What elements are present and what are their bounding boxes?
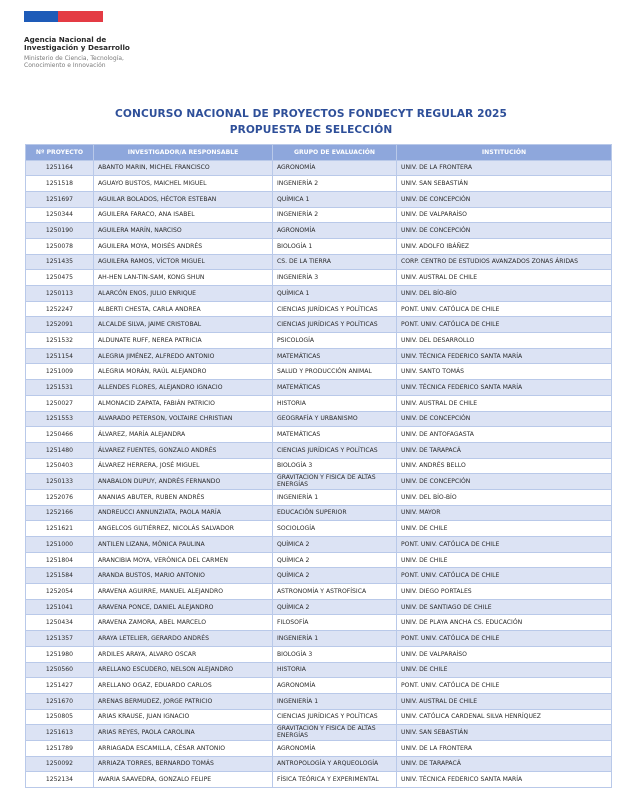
project-number-cell: 1250027 xyxy=(26,395,94,411)
researcher-cell: AVARIA SAAVEDRA, GONZALO FELIPE xyxy=(94,772,273,788)
evaluation-group-cell: INGENIERÍA 1 xyxy=(273,489,397,505)
project-number-cell: 1250344 xyxy=(26,207,94,223)
project-number-cell: 1250403 xyxy=(26,458,94,474)
table-row xyxy=(26,317,612,333)
table-row xyxy=(26,254,612,270)
evaluation-group-cell: EDUCACIÓN SUPERIOR xyxy=(273,505,397,521)
researcher-cell: ARANDA BUSTOS, MARIO ANTONIO xyxy=(94,568,273,584)
evaluation-group-cell: CS. DE LA TIERRA xyxy=(273,254,397,270)
researcher-cell: ÁLVAREZ, MARÍA ALEJANDRA xyxy=(94,427,273,443)
institution-cell: UNIV. DE ANTOFAGASTA xyxy=(397,427,612,443)
institution-cell: UNIV. DE SANTIAGO DE CHILE xyxy=(397,599,612,615)
table-row xyxy=(26,223,612,239)
evaluation-group-cell: INGENIERÍA 2 xyxy=(273,176,397,192)
institution-cell: UNIV. SANTO TOMÁS xyxy=(397,364,612,380)
evaluation-group-cell: AGRONOMÍA xyxy=(273,740,397,756)
researcher-cell: AGUAYO BUSTOS, MAICHEL MIGUEL xyxy=(94,176,273,192)
researcher-cell: ALLENDES FLORES, ALEJANDRO IGNACIO xyxy=(94,380,273,396)
project-number-cell: 1250078 xyxy=(26,238,94,254)
agency-logo xyxy=(24,11,130,70)
institution-cell: UNIV. MAYOR xyxy=(397,505,612,521)
researcher-cell: ARENAS BERMUDEZ, JORGE PATRICIO xyxy=(94,693,273,709)
researcher-cell: AGUILAR BOLADOS, HÉCTOR ESTEBAN xyxy=(94,191,273,207)
institution-cell: UNIV. DE CONCEPCIÓN xyxy=(397,411,612,427)
table-row xyxy=(26,772,612,788)
researcher-cell: ALMONACID ZAPATA, FABIÁN PATRICIO xyxy=(94,395,273,411)
institution-cell: UNIV. DE VALPARAÍSO xyxy=(397,646,612,662)
researcher-cell: ARIAS KRAUSE, JUAN IGNACIO xyxy=(94,709,273,725)
institution-cell: UNIV. AUSTRAL DE CHILE xyxy=(397,395,612,411)
researcher-cell: ARAVENA ZAMORA, ABEL MARCELO xyxy=(94,615,273,631)
project-number-cell: 1252054 xyxy=(26,584,94,600)
project-number-cell: 1251697 xyxy=(26,191,94,207)
institution-cell: UNIV. ADOLFO IBÁÑEZ xyxy=(397,238,612,254)
evaluation-group-cell: AGRONOMÍA xyxy=(273,223,397,239)
institution-cell: UNIV. DE VALPARAÍSO xyxy=(397,207,612,223)
table-row xyxy=(26,599,612,615)
table-row xyxy=(26,160,612,176)
institution-cell: UNIV. DE CHILE xyxy=(397,552,612,568)
project-number-cell: 1251480 xyxy=(26,442,94,458)
table-row xyxy=(26,505,612,521)
project-number-cell: 1251789 xyxy=(26,740,94,756)
institution-cell: PONT. UNIV. CATÓLICA DE CHILE xyxy=(397,537,612,553)
institution-cell: UNIV. DE CHILE xyxy=(397,521,612,537)
project-number-cell: 1251435 xyxy=(26,254,94,270)
table-row xyxy=(26,631,612,647)
flag-red-segment xyxy=(58,11,103,22)
project-number-cell: 1251584 xyxy=(26,568,94,584)
researcher-cell: ALCALDE SILVA, JAIME CRISTOBAL xyxy=(94,317,273,333)
project-number-cell: 1251357 xyxy=(26,631,94,647)
institution-cell: PONT. UNIV. CATÓLICA DE CHILE xyxy=(397,568,612,584)
flag-blue-segment xyxy=(24,11,58,22)
column-header-institution: INSTITUCIÓN xyxy=(397,145,612,161)
evaluation-group-cell: GRAVITACION Y FISICA DE ALTAS ENERGÍAS xyxy=(273,474,397,490)
project-number-cell: 1250133 xyxy=(26,474,94,490)
project-number-cell: 1250092 xyxy=(26,756,94,772)
table-row xyxy=(26,191,612,207)
evaluation-group-cell: QUÍMICA 2 xyxy=(273,552,397,568)
evaluation-group-cell: ANTROPOLOGÍA Y ARQUEOLOGÍA xyxy=(273,756,397,772)
evaluation-group-cell: CIENCIAS JURÍDICAS Y POLÍTICAS xyxy=(273,442,397,458)
project-number-cell: 1250466 xyxy=(26,427,94,443)
evaluation-group-cell: QUÍMICA 1 xyxy=(273,191,397,207)
institution-cell: UNIV. DE CONCEPCIÓN xyxy=(397,474,612,490)
evaluation-group-cell: SALUD Y PRODUCCIÓN ANIMAL xyxy=(273,364,397,380)
evaluation-group-cell: CIENCIAS JURÍDICAS Y POLÍTICAS xyxy=(273,317,397,333)
institution-cell: UNIV. TÉCNICA FEDERICO SANTA MARÍA xyxy=(397,380,612,396)
column-header-project-number: Nº PROYECTO xyxy=(26,145,94,161)
institution-cell: UNIV. DE CONCEPCIÓN xyxy=(397,191,612,207)
project-number-cell: 1251621 xyxy=(26,521,94,537)
researcher-cell: ARAVENA AGUIRRE, MANUEL ALEJANDRO xyxy=(94,584,273,600)
institution-cell: PONT. UNIV. CATÓLICA DE CHILE xyxy=(397,301,612,317)
table-row xyxy=(26,238,612,254)
table-row xyxy=(26,709,612,725)
selection-table xyxy=(25,144,612,788)
project-number-cell: 1252134 xyxy=(26,772,94,788)
table-row xyxy=(26,380,612,396)
evaluation-group-cell: INGENIERÍA 1 xyxy=(273,631,397,647)
evaluation-group-cell: QUÍMICA 2 xyxy=(273,568,397,584)
project-number-cell: 1251670 xyxy=(26,693,94,709)
institution-cell: UNIV. TÉCNICA FEDERICO SANTA MARÍA xyxy=(397,772,612,788)
evaluation-group-cell: SOCIOLOGÍA xyxy=(273,521,397,537)
table-row xyxy=(26,348,612,364)
table-row xyxy=(26,568,612,584)
column-header-researcher: INVESTIGADOR/A RESPONSABLE xyxy=(94,145,273,161)
table-row xyxy=(26,740,612,756)
evaluation-group-cell: HISTORIA xyxy=(273,662,397,678)
project-number-cell: 1250560 xyxy=(26,662,94,678)
evaluation-group-cell: MATEMÁTICAS xyxy=(273,380,397,396)
institution-cell: UNIV. DE TARAPACÁ xyxy=(397,442,612,458)
evaluation-group-cell: AGRONOMÍA xyxy=(273,160,397,176)
project-number-cell: 1250434 xyxy=(26,615,94,631)
institution-cell: UNIV. DE PLAYA ANCHA CS. EDUCACIÓN xyxy=(397,615,612,631)
researcher-cell: AGUILERA FARACO, ANA ISABEL xyxy=(94,207,273,223)
evaluation-group-cell: QUÍMICA 1 xyxy=(273,286,397,302)
table-row xyxy=(26,270,612,286)
researcher-cell: ALVARADO PETERSON, VOLTAIRE CHRISTIAN xyxy=(94,411,273,427)
evaluation-group-cell: FÍSICA TEÓRICA Y EXPERIMENTAL xyxy=(273,772,397,788)
project-number-cell: 1250805 xyxy=(26,709,94,725)
project-number-cell: 1251531 xyxy=(26,380,94,396)
evaluation-group-cell: QUÍMICA 2 xyxy=(273,599,397,615)
institution-cell: UNIV. SAN SEBASTIÁN xyxy=(397,176,612,192)
project-number-cell: 1252091 xyxy=(26,317,94,333)
project-number-cell: 1250475 xyxy=(26,270,94,286)
researcher-cell: ARDILES ARAYA, ALVARO OSCAR xyxy=(94,646,273,662)
title-line-1: CONCURSO NACIONAL DE PROYECTOS FONDECYT REGULAR 2025 xyxy=(115,108,507,120)
table-row xyxy=(26,411,612,427)
table-body xyxy=(26,160,612,788)
project-number-cell: 1251000 xyxy=(26,537,94,553)
table-row xyxy=(26,678,612,694)
project-number-cell: 1252166 xyxy=(26,505,94,521)
evaluation-group-cell: BIOLOGÍA 3 xyxy=(273,458,397,474)
evaluation-group-cell: CIENCIAS JURÍDICAS Y POLÍTICAS xyxy=(273,301,397,317)
evaluation-group-cell: FILOSOFÍA xyxy=(273,615,397,631)
table-row xyxy=(26,301,612,317)
researcher-cell: ABANTO MARIN, MICHEL FRANCISCO xyxy=(94,160,273,176)
institution-cell: UNIV. CATÓLICA CARDENAL SILVA HENRÍQUEZ xyxy=(397,709,612,725)
project-number-cell: 1251041 xyxy=(26,599,94,615)
table-row xyxy=(26,693,612,709)
document-title xyxy=(0,107,622,138)
table-row xyxy=(26,725,612,741)
table-row xyxy=(26,474,612,490)
ministry-name: Ministerio de Ciencia, Tecnología, Conocimiento e Innovación xyxy=(24,55,124,70)
researcher-cell: ANGELCOS GUTIÉRREZ, NICOLÁS SALVADOR xyxy=(94,521,273,537)
evaluation-group-cell: AGRONOMÍA xyxy=(273,678,397,694)
researcher-cell: ANDREUCCI ANNUNZIATA, PAOLA MARÍA xyxy=(94,505,273,521)
researcher-cell: ARIAS REYES, PAOLA CAROLINA xyxy=(94,725,273,741)
table-row xyxy=(26,458,612,474)
evaluation-group-cell: BIOLOGÍA 1 xyxy=(273,238,397,254)
table-row xyxy=(26,584,612,600)
column-header-evaluation-group: GRUPO DE EVALUACIÓN xyxy=(273,145,397,161)
evaluation-group-cell: INGENIERÍA 1 xyxy=(273,693,397,709)
table-row xyxy=(26,333,612,349)
table-row xyxy=(26,646,612,662)
institution-cell: UNIV. ANDRÉS BELLO xyxy=(397,458,612,474)
researcher-cell: AGUILERA MOYA, MOISÉS ANDRÉS xyxy=(94,238,273,254)
institution-cell: CORP. CENTRO DE ESTUDIOS AVANZADOS ZONAS ÁRIDAS xyxy=(397,254,612,270)
evaluation-group-cell: CIENCIAS JURÍDICAS Y POLÍTICAS xyxy=(273,709,397,725)
table-row xyxy=(26,364,612,380)
agency-name: Agencia Nacional de Investigación y Desarrollo xyxy=(24,35,130,53)
project-number-cell: 1251532 xyxy=(26,333,94,349)
institution-cell: UNIV. DE TARAPACÁ xyxy=(397,756,612,772)
evaluation-group-cell: GEOGRAFÍA Y URBANISMO xyxy=(273,411,397,427)
researcher-cell: ANANIAS ABUTER, RUBEN ANDRÉS xyxy=(94,489,273,505)
table-row xyxy=(26,489,612,505)
project-number-cell: 1251980 xyxy=(26,646,94,662)
project-number-cell: 1250190 xyxy=(26,223,94,239)
researcher-cell: ALARCÓN ENOS, JULIO ENRIQUE xyxy=(94,286,273,302)
institution-cell: UNIV. DIEGO PORTALES xyxy=(397,584,612,600)
project-number-cell: 1252247 xyxy=(26,301,94,317)
researcher-cell: AH-HEN LAN-TIN-SAM, KONG SHUN xyxy=(94,270,273,286)
researcher-cell: ALBERTI CHESTA, CARLA ANDREA xyxy=(94,301,273,317)
project-number-cell: 1251613 xyxy=(26,725,94,741)
project-number-cell: 1251518 xyxy=(26,176,94,192)
evaluation-group-cell: INGENIERÍA 3 xyxy=(273,270,397,286)
institution-cell: UNIV. DEL BÍO-BÍO xyxy=(397,489,612,505)
researcher-cell: ARRIAGADA ESCAMILLA, CÉSAR ANTONIO xyxy=(94,740,273,756)
evaluation-group-cell: GRAVITACION Y FISICA DE ALTAS ENERGÍAS xyxy=(273,725,397,741)
table-row xyxy=(26,207,612,223)
institution-cell: UNIV. DE LA FRONTERA xyxy=(397,160,612,176)
researcher-cell: ALEGRIA MORÁN, RAÚL ALEJANDRO xyxy=(94,364,273,380)
evaluation-group-cell: INGENIERÍA 2 xyxy=(273,207,397,223)
institution-cell: UNIV. DE LA FRONTERA xyxy=(397,740,612,756)
project-number-cell: 1251154 xyxy=(26,348,94,364)
researcher-cell: ANABALON DUPUY, ANDRÉS FERNANDO xyxy=(94,474,273,490)
institution-cell: UNIV. DEL DESARROLLO xyxy=(397,333,612,349)
evaluation-group-cell: MATEMÁTICAS xyxy=(273,348,397,364)
project-number-cell: 1250113 xyxy=(26,286,94,302)
evaluation-group-cell: BIOLOGÍA 3 xyxy=(273,646,397,662)
institution-cell: PONT. UNIV. CATÓLICA DE CHILE xyxy=(397,631,612,647)
chile-flag-stripe xyxy=(24,11,103,22)
institution-cell: UNIV. DEL BÍO-BÍO xyxy=(397,286,612,302)
researcher-cell: ÁLVAREZ HERRERA, JOSÉ MIGUEL xyxy=(94,458,273,474)
evaluation-group-cell: ASTRONOMÍA Y ASTROFÍSICA xyxy=(273,584,397,600)
researcher-cell: ARRIAZA TORRES, BERNARDO TOMÁS xyxy=(94,756,273,772)
project-number-cell: 1251553 xyxy=(26,411,94,427)
project-number-cell: 1251427 xyxy=(26,678,94,694)
institution-cell: UNIV. AUSTRAL DE CHILE xyxy=(397,693,612,709)
institution-cell: UNIV. SAN SEBASTIÁN xyxy=(397,725,612,741)
project-number-cell: 1252076 xyxy=(26,489,94,505)
table-row xyxy=(26,427,612,443)
table-row xyxy=(26,395,612,411)
researcher-cell: AGUILERA MARÍN, NARCISO xyxy=(94,223,273,239)
researcher-cell: ARANCIBIA MOYA, VERÓNICA DEL CARMEN xyxy=(94,552,273,568)
evaluation-group-cell: PSICOLOGÍA xyxy=(273,333,397,349)
institution-cell: UNIV. DE CONCEPCIÓN xyxy=(397,223,612,239)
evaluation-group-cell: QUÍMICA 2 xyxy=(273,537,397,553)
researcher-cell: ALEGRIA JIMÉNEZ, ALFREDO ANTONIO xyxy=(94,348,273,364)
institution-cell: UNIV. TÉCNICA FEDERICO SANTA MARÍA xyxy=(397,348,612,364)
project-number-cell: 1251009 xyxy=(26,364,94,380)
institution-cell: PONT. UNIV. CATÓLICA DE CHILE xyxy=(397,678,612,694)
researcher-cell: ARELLANO ESCUDERO, NELSON ALEJANDRO xyxy=(94,662,273,678)
evaluation-group-cell: MATEMÁTICAS xyxy=(273,427,397,443)
researcher-cell: ANTILEN LIZANA, MÓNICA PAULINA xyxy=(94,537,273,553)
institution-cell: PONT. UNIV. CATÓLICA DE CHILE xyxy=(397,317,612,333)
table-row xyxy=(26,176,612,192)
table-row xyxy=(26,286,612,302)
evaluation-group-cell: HISTORIA xyxy=(273,395,397,411)
project-number-cell: 1251164 xyxy=(26,160,94,176)
table-row xyxy=(26,537,612,553)
table-row xyxy=(26,442,612,458)
table-row xyxy=(26,521,612,537)
researcher-cell: ARAYA LETELIER, GERARDO ANDRÉS xyxy=(94,631,273,647)
project-number-cell: 1251804 xyxy=(26,552,94,568)
researcher-cell: ALDUNATE RUFF, NEREA PATRICIA xyxy=(94,333,273,349)
table-row xyxy=(26,552,612,568)
table-row xyxy=(26,662,612,678)
researcher-cell: ÁLVAREZ FUENTES, GONZALO ANDRÉS xyxy=(94,442,273,458)
researcher-cell: AGUILERA RAMOS, VÍCTOR MIGUEL xyxy=(94,254,273,270)
table-header-row xyxy=(26,145,612,161)
researcher-cell: ARELLANO OGAZ, EDUARDO CARLOS xyxy=(94,678,273,694)
institution-cell: UNIV. DE CHILE xyxy=(397,662,612,678)
table-row xyxy=(26,615,612,631)
title-line-2: PROPUESTA DE SELECCIÓN xyxy=(229,123,393,136)
table-row xyxy=(26,756,612,772)
institution-cell: UNIV. AUSTRAL DE CHILE xyxy=(397,270,612,286)
researcher-cell: ARAVENA PONCE, DANIEL ALEJANDRO xyxy=(94,599,273,615)
